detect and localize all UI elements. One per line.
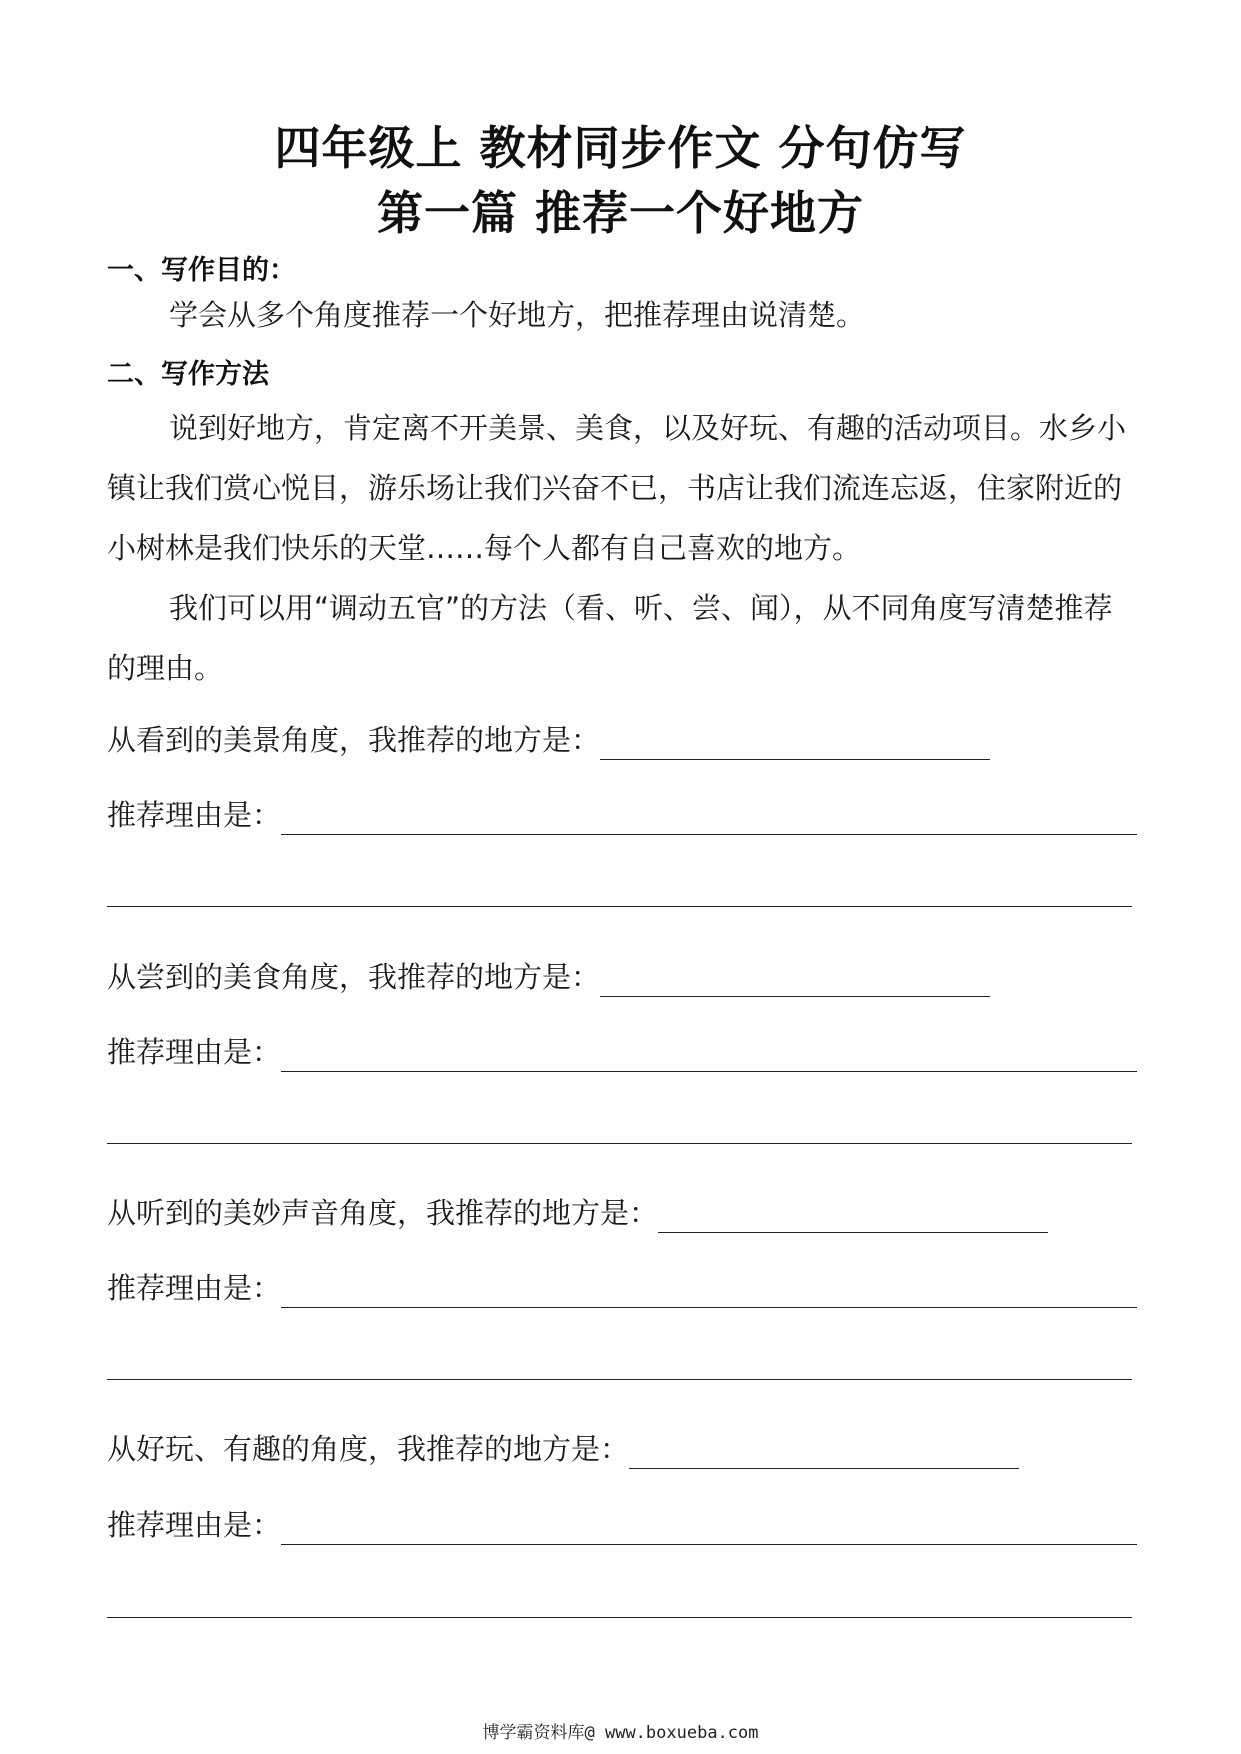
reason-blank[interactable] <box>281 1037 1137 1072</box>
exercise-reason-sound <box>107 1268 1137 1308</box>
exercise-prompt-label: 从尝到的美食角度，我推荐的地方是： <box>107 960 601 994</box>
reason-label: 推荐理由是： <box>107 1508 282 1542</box>
reason-continuation-line[interactable] <box>107 1617 1132 1618</box>
worksheet-subtitle: 第一篇 推荐一个好地方 <box>376 186 864 240</box>
exercise-reason-fun <box>107 1505 1137 1545</box>
place-blank[interactable] <box>600 725 990 760</box>
exercise-prompt-label: 从看到的美景角度，我推荐的地方是： <box>107 723 601 757</box>
exercise-prompt-label: 从听到的美妙声音角度，我推荐的地方是： <box>107 1196 659 1230</box>
exercise-reason-taste <box>107 1032 1137 1072</box>
worksheet-title: 四年级上 教材同步作文 分句仿写 <box>274 121 967 175</box>
place-blank[interactable] <box>658 1198 1048 1233</box>
reason-label: 推荐理由是： <box>107 1271 282 1305</box>
section-heading-purpose: 一、写作目的： <box>107 255 296 286</box>
reason-continuation-line[interactable] <box>107 906 1132 907</box>
exercise-prompt-sight <box>107 720 990 760</box>
reason-label: 推荐理由是： <box>107 1035 282 1069</box>
purpose-text: 学会从多个角度推荐一个好地方，把推荐理由说清楚。 <box>169 298 866 332</box>
reason-continuation-line[interactable] <box>107 1379 1132 1380</box>
reason-blank[interactable] <box>281 1273 1137 1308</box>
footer-watermark: 博学霸资料库@ www.boxueba.com <box>482 1723 759 1743</box>
exercise-reason-sight <box>107 795 1137 835</box>
exercise-prompt-taste <box>107 957 990 997</box>
reason-blank[interactable] <box>281 1510 1137 1545</box>
reason-blank[interactable] <box>281 800 1137 835</box>
place-blank[interactable] <box>629 1434 1019 1469</box>
method-paragraph-1: 说到好地方，肯定离不开美景、美食，以及好玩、有趣的活动项目。水乡小镇让我们赏心悦目，游乐场让我们兴奋不已，书店让我们流连忘返，住家附近的小树林是我们快乐的天堂……每个人都有自己喜欢的地方。 <box>107 411 1127 565</box>
reason-continuation-line[interactable] <box>107 1143 1132 1144</box>
section-heading-method: 二、写作方法 <box>107 359 269 390</box>
reason-label: 推荐理由是： <box>107 798 282 832</box>
place-blank[interactable] <box>600 962 990 997</box>
exercise-prompt-label: 从好玩、有趣的角度，我推荐的地方是： <box>107 1432 630 1466</box>
exercise-prompt-sound <box>107 1193 1048 1233</box>
exercise-prompt-fun <box>107 1429 1019 1469</box>
method-paragraph-2: 我们可以用“调动五官”的方法（看、听、尝、闻），从不同角度写清楚推荐的理由。 <box>107 591 1113 685</box>
